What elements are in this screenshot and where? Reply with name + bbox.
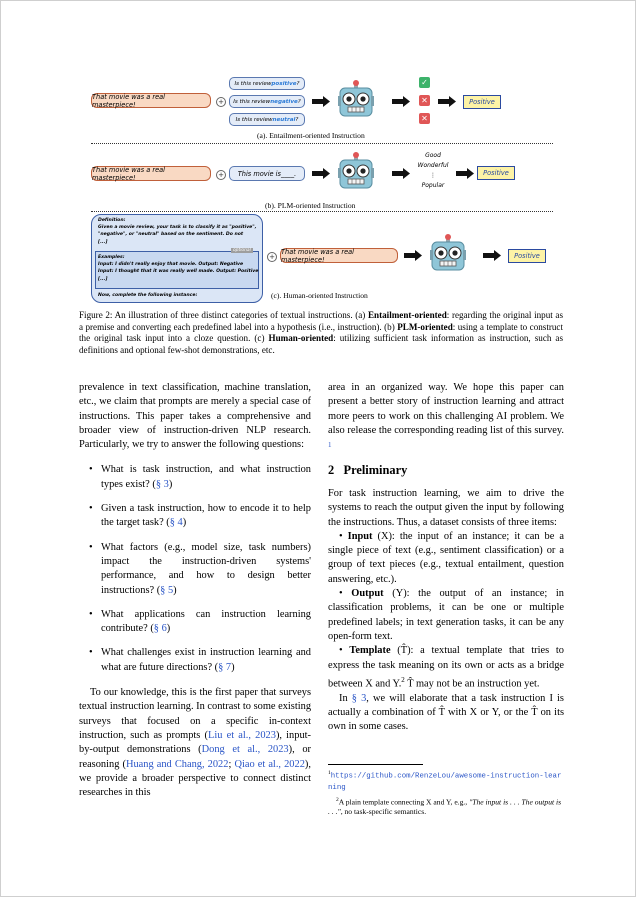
list-item: • What challenges exist in instruction learning and what are future directions? (§ 7): [79, 646, 311, 675]
section-heading: 2 Preliminary: [328, 463, 408, 477]
arrow-icon: [312, 96, 331, 107]
arrow-icon: [392, 96, 411, 107]
intro-paragraph: prevalence in text classification, machine translation, etc., we claim that prompts are merely a special case of instructions. This paper takes a comprehensive and broader view of instruction-driven NLP research. Particularly, we try to answer the following questions:: [79, 382, 311, 451]
panel-a-hypothesis-2: Is this review negative ?: [229, 95, 305, 108]
footnote-rule: [328, 764, 423, 765]
robot-icon: [336, 151, 376, 191]
panel-c-definition: Definition: Given a movie review, your task is to classify it as "positive", "negative", or "neutral" based on the sentiment. Do not [...]: [98, 218, 257, 245]
panel-a-hypothesis-3: Is this review neutral ?: [229, 113, 305, 126]
panel-b-label-words: Good Wonderful ⋮ Popular: [417, 152, 449, 189]
list-item: • What applications can instruction learning contribute? (§ 6): [79, 608, 311, 637]
github-link[interactable]: https://github.com/RenzeLou/awesome-instruction-learning: [328, 772, 562, 792]
list-item: • What is task instruction, and what instruction types exist? (§ 3): [79, 463, 311, 492]
instruction-paragraph: In § 3, we will elaborate that a task instruction I is actually a combination of T̂ with X or Y, or the T̂ on its own in some cases.: [328, 692, 564, 733]
plus-icon: +: [267, 252, 277, 262]
intro-continuation: area in an organized way. We hope this paper can present a better story of instruction learning and attract more peers to work on this challenging AI problem. We also release the corresponding reading list of this survey. $^1$: [328, 382, 564, 450]
panel-c-output: Positive: [508, 249, 546, 263]
arrow-icon: [404, 250, 423, 261]
arrow-icon: [392, 168, 411, 179]
left-column: [79, 381, 311, 800]
robot-icon: [336, 79, 376, 119]
output-definition: • Output (Y): the output of an instance; in classification problems, it can be one or multiple predefined labels; in text generation tasks, it can be any open-form text.: [328, 588, 564, 642]
panel-b-caption: (b). PLM-oriented Instruction: [265, 201, 356, 210]
panel-a-caption: (a). Entailment-oriented Instruction: [257, 131, 365, 140]
panel-a-output: Positive: [463, 95, 501, 109]
list-item: • What factors (e.g., model size, task numbers) impact the instruction-driven systems' performance, and how to design better instructions? (§ 5): [79, 541, 311, 598]
right-column-body: [328, 487, 564, 735]
arrow-icon: [438, 96, 457, 107]
panel-a-input-box: That movie was a real masterpiece!: [91, 93, 211, 108]
arrow-icon: [312, 168, 331, 179]
panel-c-caption: (c). Human-oriented Instruction: [271, 291, 368, 300]
panel-c-closing: Now, complete the following instance:: [98, 293, 198, 298]
plus-icon: +: [216, 97, 226, 107]
figure-caption: Figure 2: An illustration of three distinct categories of textual instructions. (a) Entailment-oriented: regarding the original input as a premise and converting each predefined label into a hypothesis (i.e., instruction). (b) PLM-oriented: using a template to construct the original task input into a cloze question. (c) Human-oriented: utilizing sufficient task information as instruction, such as definitions and optional few-shot demonstrations, etc.: [79, 310, 563, 355]
right-column-top: [328, 381, 564, 457]
panel-b-output: Positive: [477, 166, 515, 180]
optional-tag: optional: [233, 248, 251, 253]
divider: [91, 143, 553, 144]
panel-c-input-box: That movie was a real masterpiece!: [280, 248, 398, 263]
preliminary-paragraph: For task instruction learning, we aim to drive the systems to reach the output given the input by following the instructions. Thus, a dataset consists of three items:: [328, 488, 564, 528]
footnotes: [328, 768, 564, 817]
footnote-1: $^1$https://github.com/RenzeLou/awesome-instruction-learning: [328, 770, 562, 792]
divider: [91, 211, 553, 212]
question-list: [79, 463, 311, 675]
plus-icon: +: [216, 170, 226, 180]
template-definition: • Template (T̂): a textual template that tries to express the task meaning on its own or acts as a bridge between X and Y.$^2$ T̂ may not be an instruction yet.: [328, 645, 564, 690]
panel-b-template-box: This movie is____.: [229, 166, 305, 181]
input-definition: • Input (X): the input of an instance; it can be a single piece of text (e.g., sentiment classification) or a group of text pieces (e.g., textual entailment, question answering, etc.).: [328, 530, 564, 585]
footnote-2: $^2$A plain template connecting X and Y, e.g., "The input is . . . The output is . . .", no task-specific semantics.: [328, 796, 562, 817]
survey-paragraph: To our knowledge, this is the first paper that surveys textual instruction learning. In contrast to some existing surveys that focused on a specific in-context instruction, such as prompts (Liu et al., 2023), input-by-output demonstrations (Dong et al., 2023), or reasoning (Huang and Chang, 2022; Qiao et al., 2022), we provide a broader perspective to connect distinct researches in this: [79, 687, 312, 799]
check-icon: ✓: [419, 77, 430, 88]
robot-icon: [428, 233, 468, 273]
panel-b-input-box: That movie was a real masterpiece!: [91, 166, 211, 181]
cross-icon: ✕: [419, 113, 430, 124]
arrow-icon: [483, 250, 502, 261]
list-item: • Given a task instruction, how to encode it to help the target task? (§ 4): [79, 502, 311, 531]
panel-a-hypothesis-1: Is this review positive ?: [229, 77, 305, 90]
arrow-icon: [456, 168, 475, 179]
panel-c-examples: Examples: Input: I didn't really enjoy that movie. Output: Negative Input: I thought that it was really well made. Output: Positive [...]: [98, 255, 259, 282]
cross-icon: ✕: [419, 95, 430, 106]
